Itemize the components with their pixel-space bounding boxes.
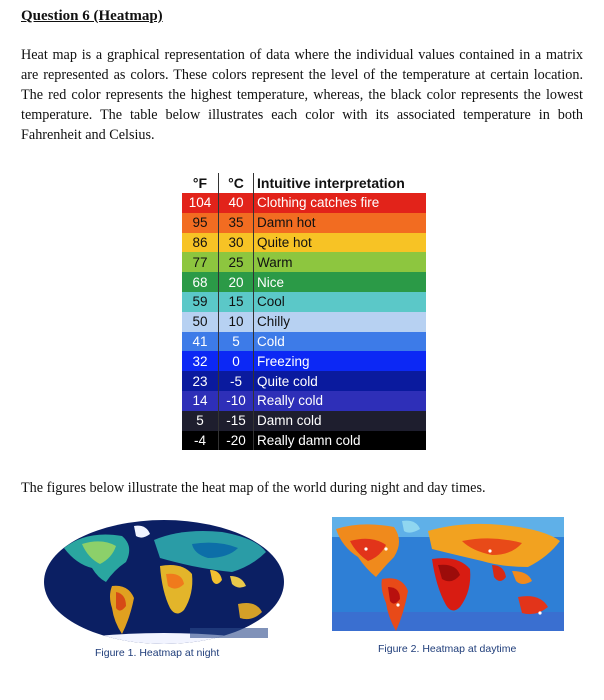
- interpretation-cell: Clothing catches fire: [257, 195, 380, 211]
- celsius-cell: -10: [219, 391, 254, 411]
- celsius-cell: 25: [219, 252, 254, 272]
- day-heatmap-image: [332, 517, 564, 644]
- table-row: [182, 193, 426, 213]
- fahrenheit-cell: 77: [182, 252, 219, 272]
- celsius-cell: 30: [219, 233, 254, 253]
- table-row: [182, 292, 426, 312]
- interpretation-cell: Really cold: [257, 393, 324, 409]
- header-interpretation: Intuitive interpretation: [254, 173, 427, 193]
- table-row: [182, 332, 426, 352]
- fahrenheit-cell: 5: [182, 411, 219, 431]
- table-row: [182, 371, 426, 391]
- interpretation-cell: Quite cold: [257, 373, 318, 389]
- celsius-cell: 15: [219, 292, 254, 312]
- fahrenheit-cell: 68: [182, 272, 219, 292]
- fahrenheit-cell: 41: [182, 332, 219, 352]
- celsius-cell: 5: [219, 332, 254, 352]
- figures-intro: The figures below illustrate the heat map of the world during night and day times.: [21, 480, 486, 496]
- fahrenheit-cell: 59: [182, 292, 219, 312]
- table-row: [182, 431, 426, 451]
- celsius-cell: -20: [219, 431, 254, 451]
- table-row: [182, 252, 426, 272]
- table-row: [182, 272, 426, 292]
- table-row: [182, 213, 426, 233]
- celsius-cell: 40: [219, 193, 254, 213]
- interpretation-cell: Damn hot: [257, 215, 316, 231]
- interpretation-cell: Freezing: [257, 353, 310, 369]
- table-row: [182, 312, 426, 332]
- fahrenheit-cell: 95: [182, 213, 219, 233]
- table-row: [182, 411, 426, 431]
- night-world-map: [42, 518, 286, 646]
- fahrenheit-cell: 50: [182, 312, 219, 332]
- table-row: [182, 391, 426, 411]
- fahrenheit-cell: 86: [182, 233, 219, 253]
- temperature-color-table: [182, 173, 426, 450]
- fahrenheit-cell: 104: [182, 193, 219, 213]
- celsius-cell: 10: [219, 312, 254, 332]
- day-world-map: [332, 517, 564, 644]
- celsius-cell: -15: [219, 411, 254, 431]
- intro-paragraph: Heat map is a graphical representation of data where the individual values contained in a matrix are represented as colors. These colors represent the level of the temperature at certain location. The red color represents the highest temperature, whereas, the black color represents the lowest temperature. The table below illustrates each color with its associated temperature in both Fahrenheit and Celsius.: [21, 47, 583, 143]
- interpretation-cell: Damn cold: [257, 413, 322, 429]
- fahrenheit-cell: 32: [182, 351, 219, 371]
- interpretation-cell: Nice: [257, 274, 285, 290]
- header-celsius: °C: [219, 173, 254, 193]
- fahrenheit-cell: 23: [182, 371, 219, 391]
- celsius-cell: 0: [219, 351, 254, 371]
- table-header-row: [182, 173, 426, 193]
- celsius-cell: 20: [219, 272, 254, 292]
- interpretation-cell: Chilly: [257, 314, 291, 330]
- fahrenheit-cell: 14: [182, 391, 219, 411]
- header-fahrenheit: °F: [182, 173, 219, 193]
- figure-1-caption: Figure 1. Heatmap at night: [95, 647, 220, 659]
- interpretation-cell: Really damn cold: [257, 432, 361, 448]
- celsius-cell: -5: [219, 371, 254, 391]
- interpretation-cell: Cool: [257, 294, 285, 310]
- interpretation-cell: Cold: [257, 333, 285, 349]
- table-row: [182, 233, 426, 253]
- interpretation-cell: Warm: [257, 254, 293, 270]
- figure-2-caption: Figure 2. Heatmap at daytime: [378, 643, 517, 655]
- celsius-cell: 35: [219, 213, 254, 233]
- question-heading: Question 6 (Heatmap): [21, 8, 163, 24]
- interpretation-cell: Quite hot: [257, 234, 312, 250]
- table-row: [182, 351, 426, 371]
- fahrenheit-cell: -4: [182, 431, 219, 451]
- night-heatmap-image: [42, 518, 286, 646]
